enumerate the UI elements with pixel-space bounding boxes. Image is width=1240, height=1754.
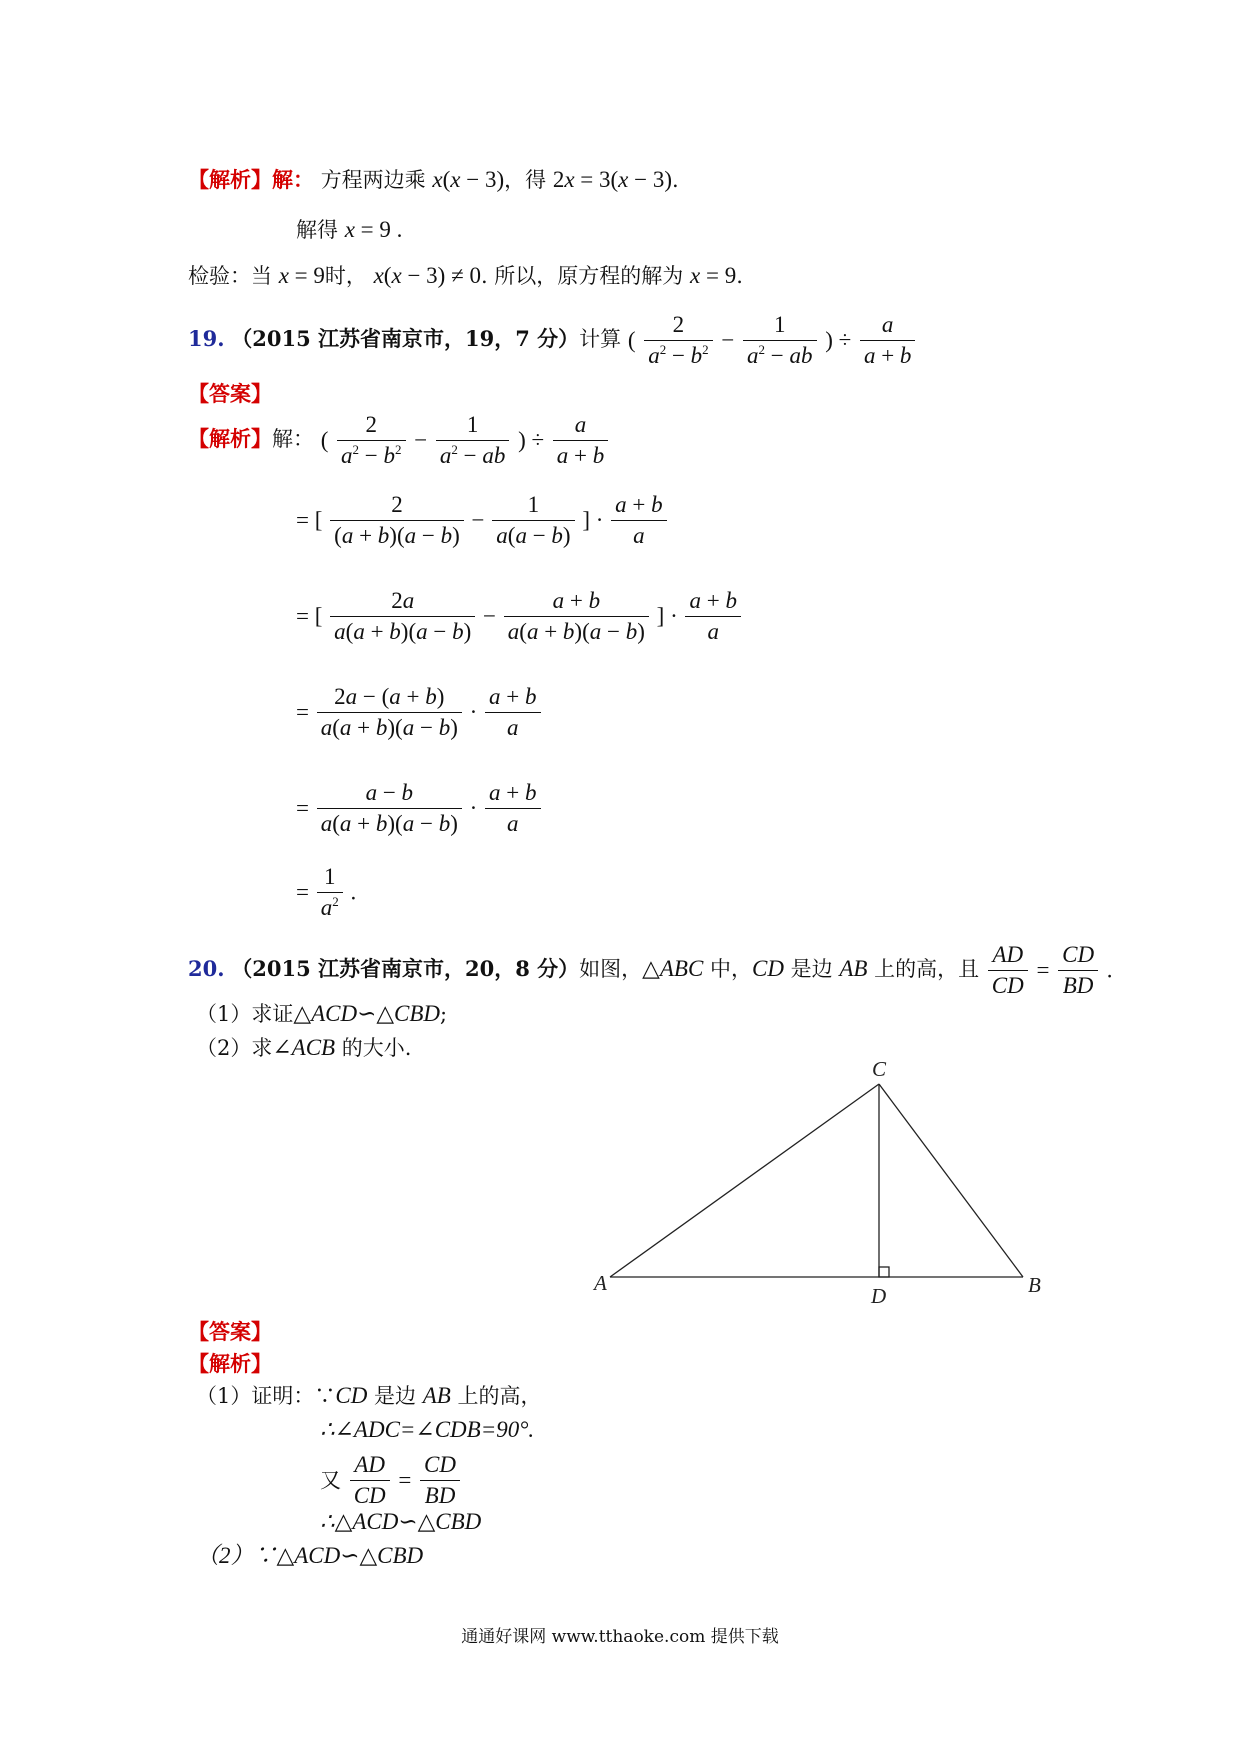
text: 上的高，且 xyxy=(874,957,980,981)
q18-check-line: 检验：当 x = 9时， x(x − 3) ≠ 0. 所以，原方程的解为 x = 9. xyxy=(188,263,743,288)
fraction: $\frac{1}{a^2}$ xyxy=(317,862,343,923)
fraction: $\frac{AD}{CD}$ xyxy=(988,940,1028,1001)
q18-solution-line1: 【解析】解： 方程两边乘 x(x − 3)，得 2x = 3(x − 3). xyxy=(188,167,679,192)
q19-step3: = $\frac{2a - (a + b)}{a(a + b)(a - b)}$ · $\frac{a + b}{a}$ xyxy=(296,682,543,743)
label-a: A xyxy=(594,1271,607,1295)
fraction: $\frac{CD}{BD}$ xyxy=(420,1450,460,1511)
text: ，得 xyxy=(504,168,547,192)
text: 中， xyxy=(709,957,752,981)
fraction: $\frac{a + b}{a}$ xyxy=(485,778,540,839)
text: 检验：当 xyxy=(188,264,272,288)
q20-proof-line1: （1）证明：∵CD 是边 AB 上的高， xyxy=(196,1383,542,1408)
q20-proof-line4 xyxy=(320,1508,481,1536)
text: 如图， xyxy=(579,957,643,981)
q20-proof-line5 xyxy=(196,1542,423,1570)
text: 的大小. xyxy=(335,1036,412,1060)
text: （2）求 xyxy=(196,1036,273,1060)
question-source: （2015 江苏省南京市，19，7 分） xyxy=(231,326,580,351)
text: . xyxy=(736,264,743,288)
q18-solution-line2: 解得 x = 9 . xyxy=(296,217,403,242)
solution-lead: 解： xyxy=(272,167,314,192)
question-number: 19. xyxy=(188,326,225,351)
fraction: $\frac{a - b}{a(a + b)(a - b)}$ xyxy=(317,778,462,839)
q19-step1: = [ $\frac{2}{(a + b)(a - b)}$ − $\frac{1}{a(a - b)}$ ] · $\frac{a + b}{a}$ xyxy=(296,490,669,551)
fraction: $\frac{a + b}{a(a + b)(a - b)}$ xyxy=(504,586,649,647)
fraction: $\frac{2}{a^2 - b^2}$ xyxy=(644,310,712,371)
side-ac xyxy=(610,1084,879,1277)
q20-part2: （2）求∠ACB 的大小. xyxy=(196,1035,412,1060)
text: （1）求证 xyxy=(196,1002,294,1026)
text: 又 xyxy=(320,1468,341,1493)
fraction: $\frac{a}{a + b}$ xyxy=(553,410,608,471)
question-number: 20. xyxy=(188,956,225,981)
label-d: D xyxy=(871,1284,887,1308)
fraction: $\frac{a + b}{a}$ xyxy=(485,682,540,743)
page-footer: 通通好课网 www.tthaoke.com 提供下载 xyxy=(461,1627,779,1647)
solution-tag: 【解析】 xyxy=(188,1351,272,1376)
solution-lead: 解： xyxy=(272,427,314,451)
solution-tag: 【解析】 xyxy=(188,167,272,192)
q19-step2: = [ $\frac{2a}{a(a + b)(a - b)}$ − $\frac{a + b}{a(a + b)(a - b)}$ ] · $\frac{a + b}{a}$ xyxy=(296,586,743,647)
answer-tag: 【答案】 xyxy=(188,381,272,406)
fraction: $\frac{2a - (a + b)}{a(a + b)(a - b)}$ xyxy=(317,682,462,743)
side-cb xyxy=(879,1084,1023,1277)
label-b: B xyxy=(1028,1273,1041,1297)
fraction: $\frac{1}{a(a - b)}$ xyxy=(492,490,574,551)
text: 上的高， xyxy=(450,1384,542,1408)
fraction: $\frac{1}{a^2 - ab}$ xyxy=(436,410,509,471)
text: （1）证明：∵ xyxy=(196,1384,336,1408)
fraction: $\frac{a + b}{a}$ xyxy=(611,490,666,551)
text: 时， xyxy=(324,264,367,288)
text: 是边 xyxy=(367,1384,423,1408)
triangle-figure xyxy=(580,1050,1060,1310)
q20-part1: （1）求证△ACD∽△CBD; xyxy=(196,1001,448,1026)
q19-step4: = $\frac{a - b}{a(a + b)(a - b)}$ · $\frac{a + b}{a}$ xyxy=(296,778,543,839)
text: 解得 xyxy=(296,218,338,242)
text: ; xyxy=(440,1002,448,1026)
text: （2）∵△ACD∽△CBD xyxy=(196,1543,424,1568)
text: 方程两边乘 xyxy=(320,168,426,192)
fraction: $\frac{a}{a + b}$ xyxy=(860,310,915,371)
text: ∴∠ADC=∠CDB=90°. xyxy=(320,1417,535,1442)
text: ∴△ACD∽△CBD xyxy=(320,1509,482,1534)
q20-proof-line2 xyxy=(320,1416,534,1444)
text: . xyxy=(672,168,679,192)
text: . 所以，原方程的解为 xyxy=(480,264,684,288)
q20-question: 20. （2015 江苏省南京市，20，8 分）如图，△ABC 中，CD 是边 AB 上的高，且 $\frac{AD}{CD}$ = $\frac{CD}{BD}$ . xyxy=(188,940,1113,1001)
fraction: $\frac{AD}{CD}$ xyxy=(350,1450,390,1511)
q20-proof-line3: 又 $\frac{AD}{CD}$ = $\frac{CD}{BD}$ xyxy=(320,1450,462,1511)
question-prompt: 计算 xyxy=(579,327,622,351)
answer-tag: 【答案】 xyxy=(188,1319,272,1344)
fraction: $\frac{2}{(a + b)(a - b)}$ xyxy=(330,490,464,551)
q19-solution-line1: 【解析】解： ( $\frac{2}{a^2 - b^2}$ − $\frac{1}{a^2 - ab}$ ) ÷ $\frac{a}{a + b}$ xyxy=(188,410,610,471)
label-c: C xyxy=(872,1057,887,1081)
solution-tag: 【解析】 xyxy=(188,426,272,451)
q19-question: 19. （2015 江苏省南京市，19，7 分）计算 ( $\frac{2}{a^2 - b^2}$ − $\frac{1}{a^2 - ab}$ ) ÷ $\frac{a}{a + b}$ xyxy=(188,310,917,371)
q19-step5: = $\frac{1}{a^2}$ . xyxy=(296,862,356,923)
question-source: （2015 江苏省南京市，20，8 分） xyxy=(231,956,580,981)
fraction: $\frac{2a}{a(a + b)(a - b)}$ xyxy=(330,586,475,647)
fraction: $\frac{1}{a^2 - ab}$ xyxy=(743,310,816,371)
fraction: $\frac{CD}{BD}$ xyxy=(1058,940,1098,1001)
fraction: $\frac{a + b}{a}$ xyxy=(685,586,740,647)
right-angle-mark xyxy=(879,1267,889,1277)
fraction: $\frac{2}{a^2 - b^2}$ xyxy=(337,410,405,471)
text: 是边 xyxy=(790,957,833,981)
